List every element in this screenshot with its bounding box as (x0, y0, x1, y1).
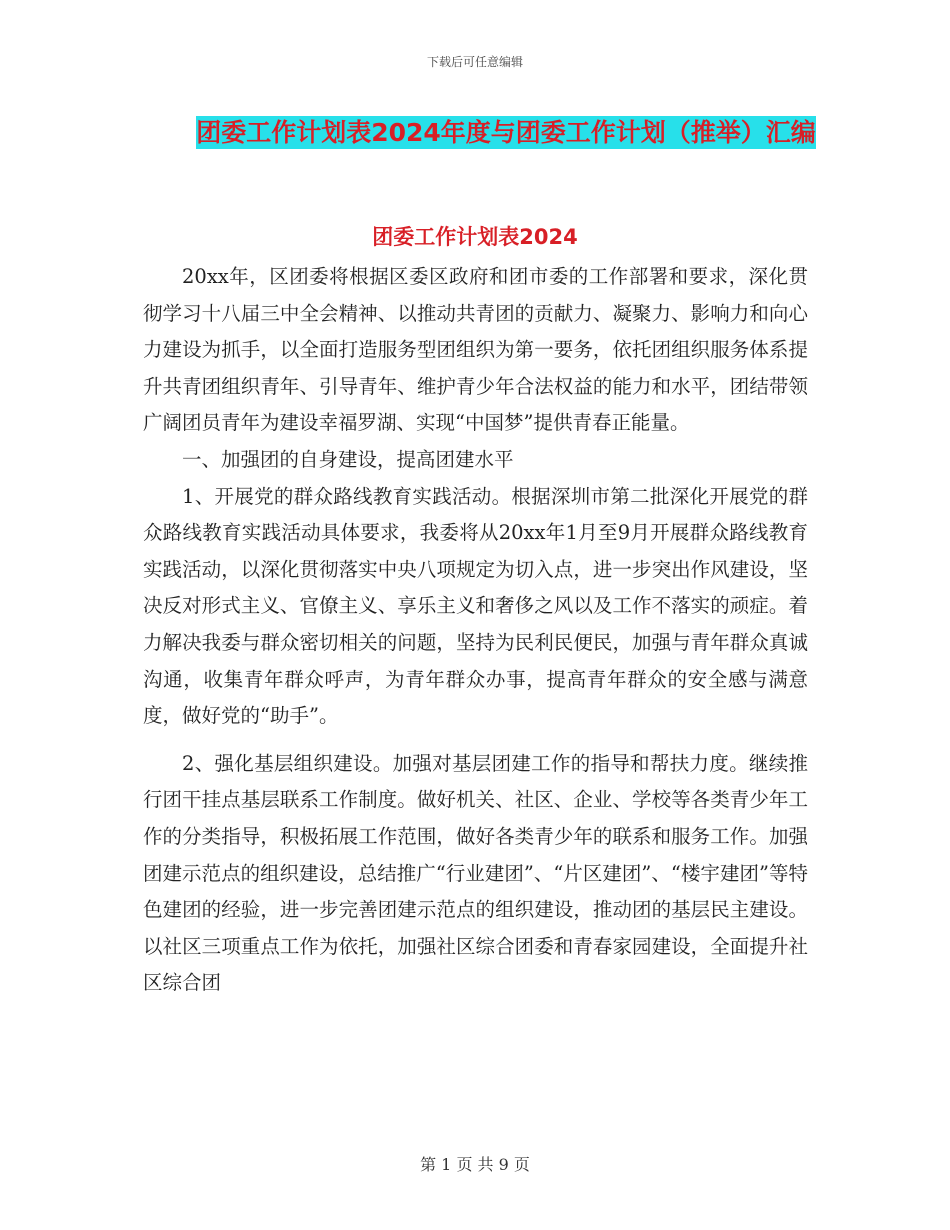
document-body (143, 259, 808, 1002)
section-title: 团委工作计划表2024 (372, 225, 578, 249)
header-note: 下载后可任意编辑 (426, 55, 523, 69)
document-title (186, 110, 826, 155)
paragraph-item-1: 1、开展党的群众路线教育实践活动。根据深圳市第二批深化开展党的群众路线教育实践活动具体要求，我委将从20xx年1月至9月开展群众路线教育实践活动，以深化贯彻落实中央八项规定为切入点，进一步突出作风建设，坚决反对形式主义、官僚主义、享乐主义和奢侈之风以及工作不落实的顽症。着力解决我委与群众密切相关的问题，坚持为民利民便民，加强与青年群众真诚沟通，收集青年群众呼声，为青年群众办事，提高青年群众的安全感与满意度，做好党的“助手”。 (143, 484, 808, 728)
paragraph-heading-1: 一、加强团的自身建设，提高团建水平 (182, 447, 514, 471)
page-footer: 第 1 页 共 9 页 (420, 1155, 530, 1174)
document-title-text: 团委工作计划表2024年度与团委工作计划（推举）汇编 (196, 118, 816, 147)
paragraph-item-2: 2、强化基层组织建设。加强对基层团建工作的指导和帮扶力度。继续推行团干挂点基层联系工作制度。做好机关、社区、企业、学校等各类青少年工作的分类指导，积极拓展工作范围，做好各类青少年的联系和服务工作。加强团建示范点的组织建设，总结推广“行业建团”、“片区建团”、“楼宇建团”等特色建团的经验，进一步完善团建示范点的组织建设，推动团的基层民主建设。以社区三项重点工作为依托，加强社区综合团委和青春家园建设，全面提升社区综合团 (143, 751, 808, 995)
paragraph-intro: 20xx年，区团委将根据区委区政府和团市委的工作部署和要求，深化贯彻学习十八届三中全会精神、以推动共青团的贡献力、凝聚力、影响力和向心力建设为抓手，以全面打造服务型团组织为第一要务，依托团组织服务体系提升共青团组织青年、引导青年、维护青少年合法权益的能力和水平，团结带领广阔团员青年为建设幸福罗湖、实现“中国梦”提供青春正能量。 (143, 265, 808, 435)
